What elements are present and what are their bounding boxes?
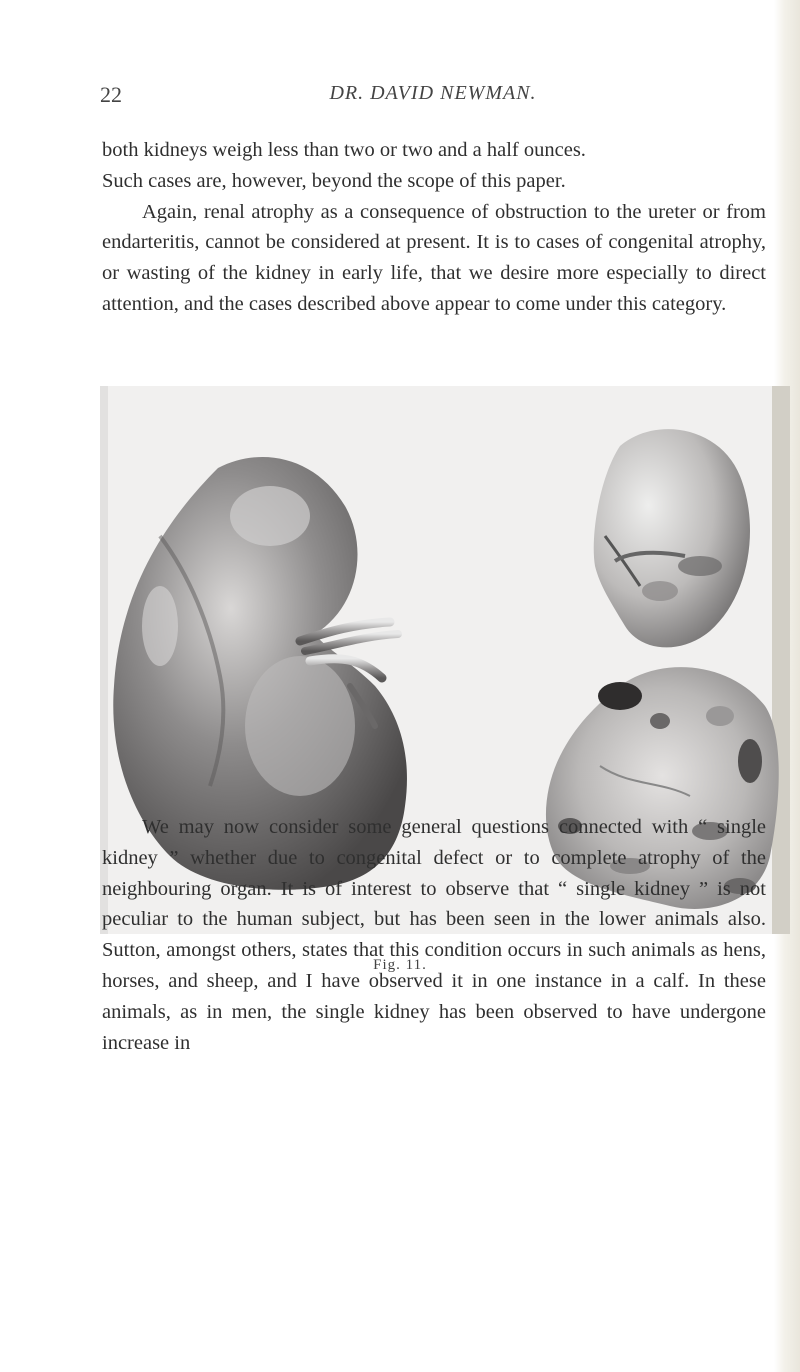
paragraph-1 (102, 135, 766, 320)
page-header (100, 82, 766, 112)
figure-caption: Fig. 11. (373, 957, 427, 973)
paragraph-1-line-1: both kidneys weigh less than two or two and a half ounces. (102, 139, 586, 161)
running-head: DR. DAVID NEWMAN. (329, 82, 537, 104)
paragraph-1-line-2: Such cases are, however, beyond the scope of this paper. (102, 169, 566, 192)
paragraph-2-text: We may now consider some general questions connected with “ single kidney ” whether due to congenital defect or to complete atrophy of the neighbouring organ. It is of interest to observe that “ single kidney ” is not peculiar to the human subject, but has been seen in the lower animals also. Sutton, amongst others, states that this condition occurs in such animals as hens, horses, and sheep, and I have observed it in one instance in a calf. In these animals, as in men, the single kidney has been observed to have undergone increase in (102, 816, 766, 1054)
paragraph-1-rest: Again, renal atrophy as a consequence of obstruction to the ureter or from endarteritis, cannot be considered at present. It is to cases of congenital atrophy, or wasting of the kidney in early life, that we desire more especially to direct attention, and the cases described above appear to come under this category. (102, 200, 766, 315)
paragraph-2 (102, 812, 766, 1058)
page-number: 22 (100, 82, 122, 107)
